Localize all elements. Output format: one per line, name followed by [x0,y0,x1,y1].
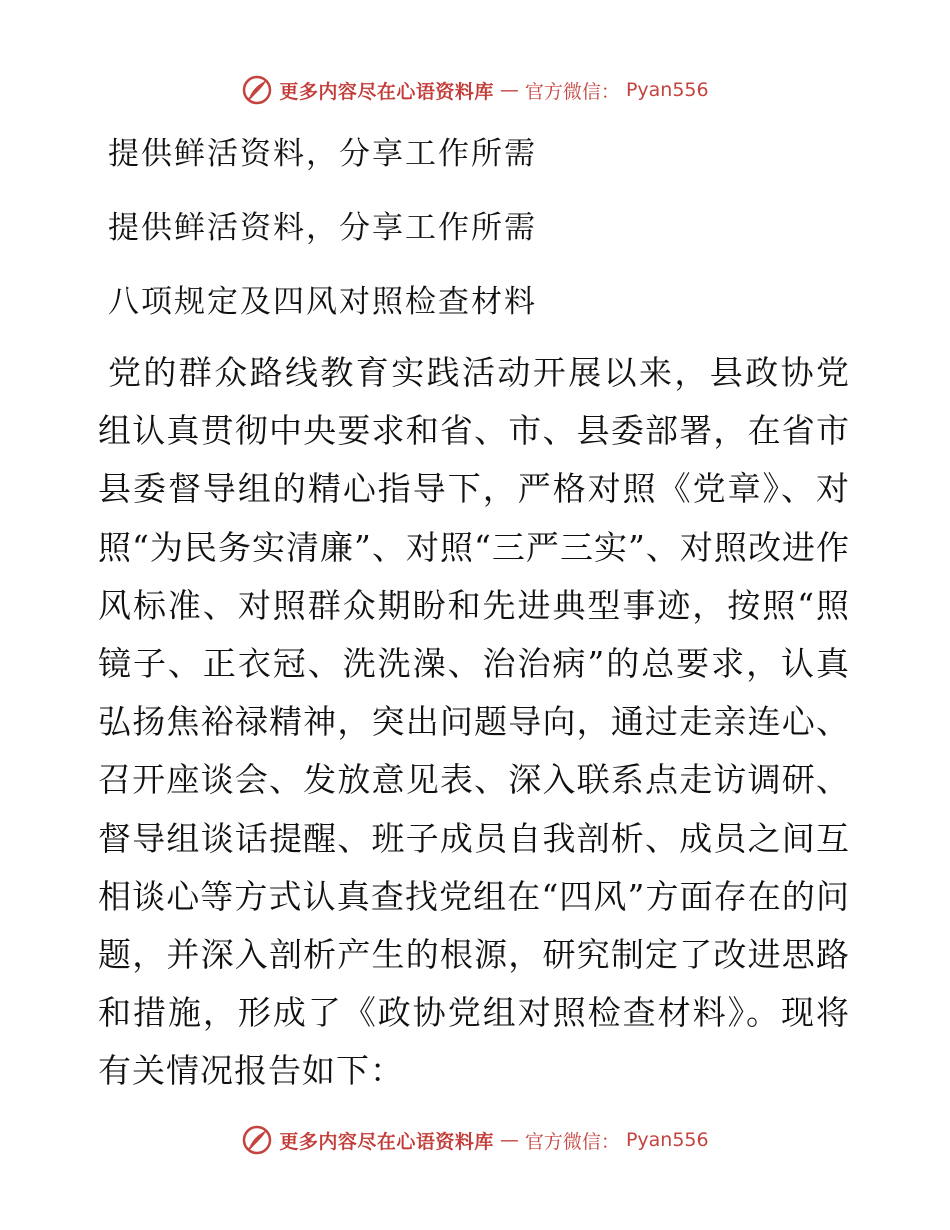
watermark-wechat-id: Pyan556 [625,79,709,101]
watermark-separator: — [499,1129,519,1151]
watermark-brand: 更多内容尽在心语资料库 [279,80,494,103]
watermark-official-label: 官方微信： [524,1130,620,1153]
quill-logo-icon [241,1124,273,1156]
body-paragraph: 党的群众路线教育实践活动开展以来，县政协党组认真贯彻中央要求和省、市、县委部署，在省市县委督导组的精心指导下，严格对照《党章》、对照“为民务实清廉”、对照“三严三实”、对照改进作风标准、对照群众期盼和先进典型事迹，按照“照镜子、正衣冠、洗洗澡、治治病”的总要求，认真弘扬焦裕禄精神，突出问题导向，通过走亲连心、召开座谈会、发放意见表、深入联系点走访调研、督导组谈话提醒、班子成员自我剖析、成员之间互相谈心等方式认真查找党组在“四风”方面存在的问题，并深入剖析产生的根源，研究制定了改进思路和措施，形成了《政协党组对照检查材料》。现将有关情况报告如下： [98,353,850,1091]
watermark-wechat-id: Pyan556 [625,1129,709,1151]
slogan-line-2: 提供鲜活资料，分享工作所需 [108,210,537,246]
slogan-line-1: 提供鲜活资料，分享工作所需 [108,136,537,172]
watermark-brand: 更多内容尽在心语资料库 [279,1130,494,1153]
footer-watermark [0,1124,950,1156]
document-title: 八项规定及四风对照检查材料 [108,284,537,320]
quill-logo-icon [241,74,273,106]
watermark-separator: — [499,79,519,101]
watermark-official-label: 官方微信： [524,80,620,103]
header-watermark [0,74,950,106]
